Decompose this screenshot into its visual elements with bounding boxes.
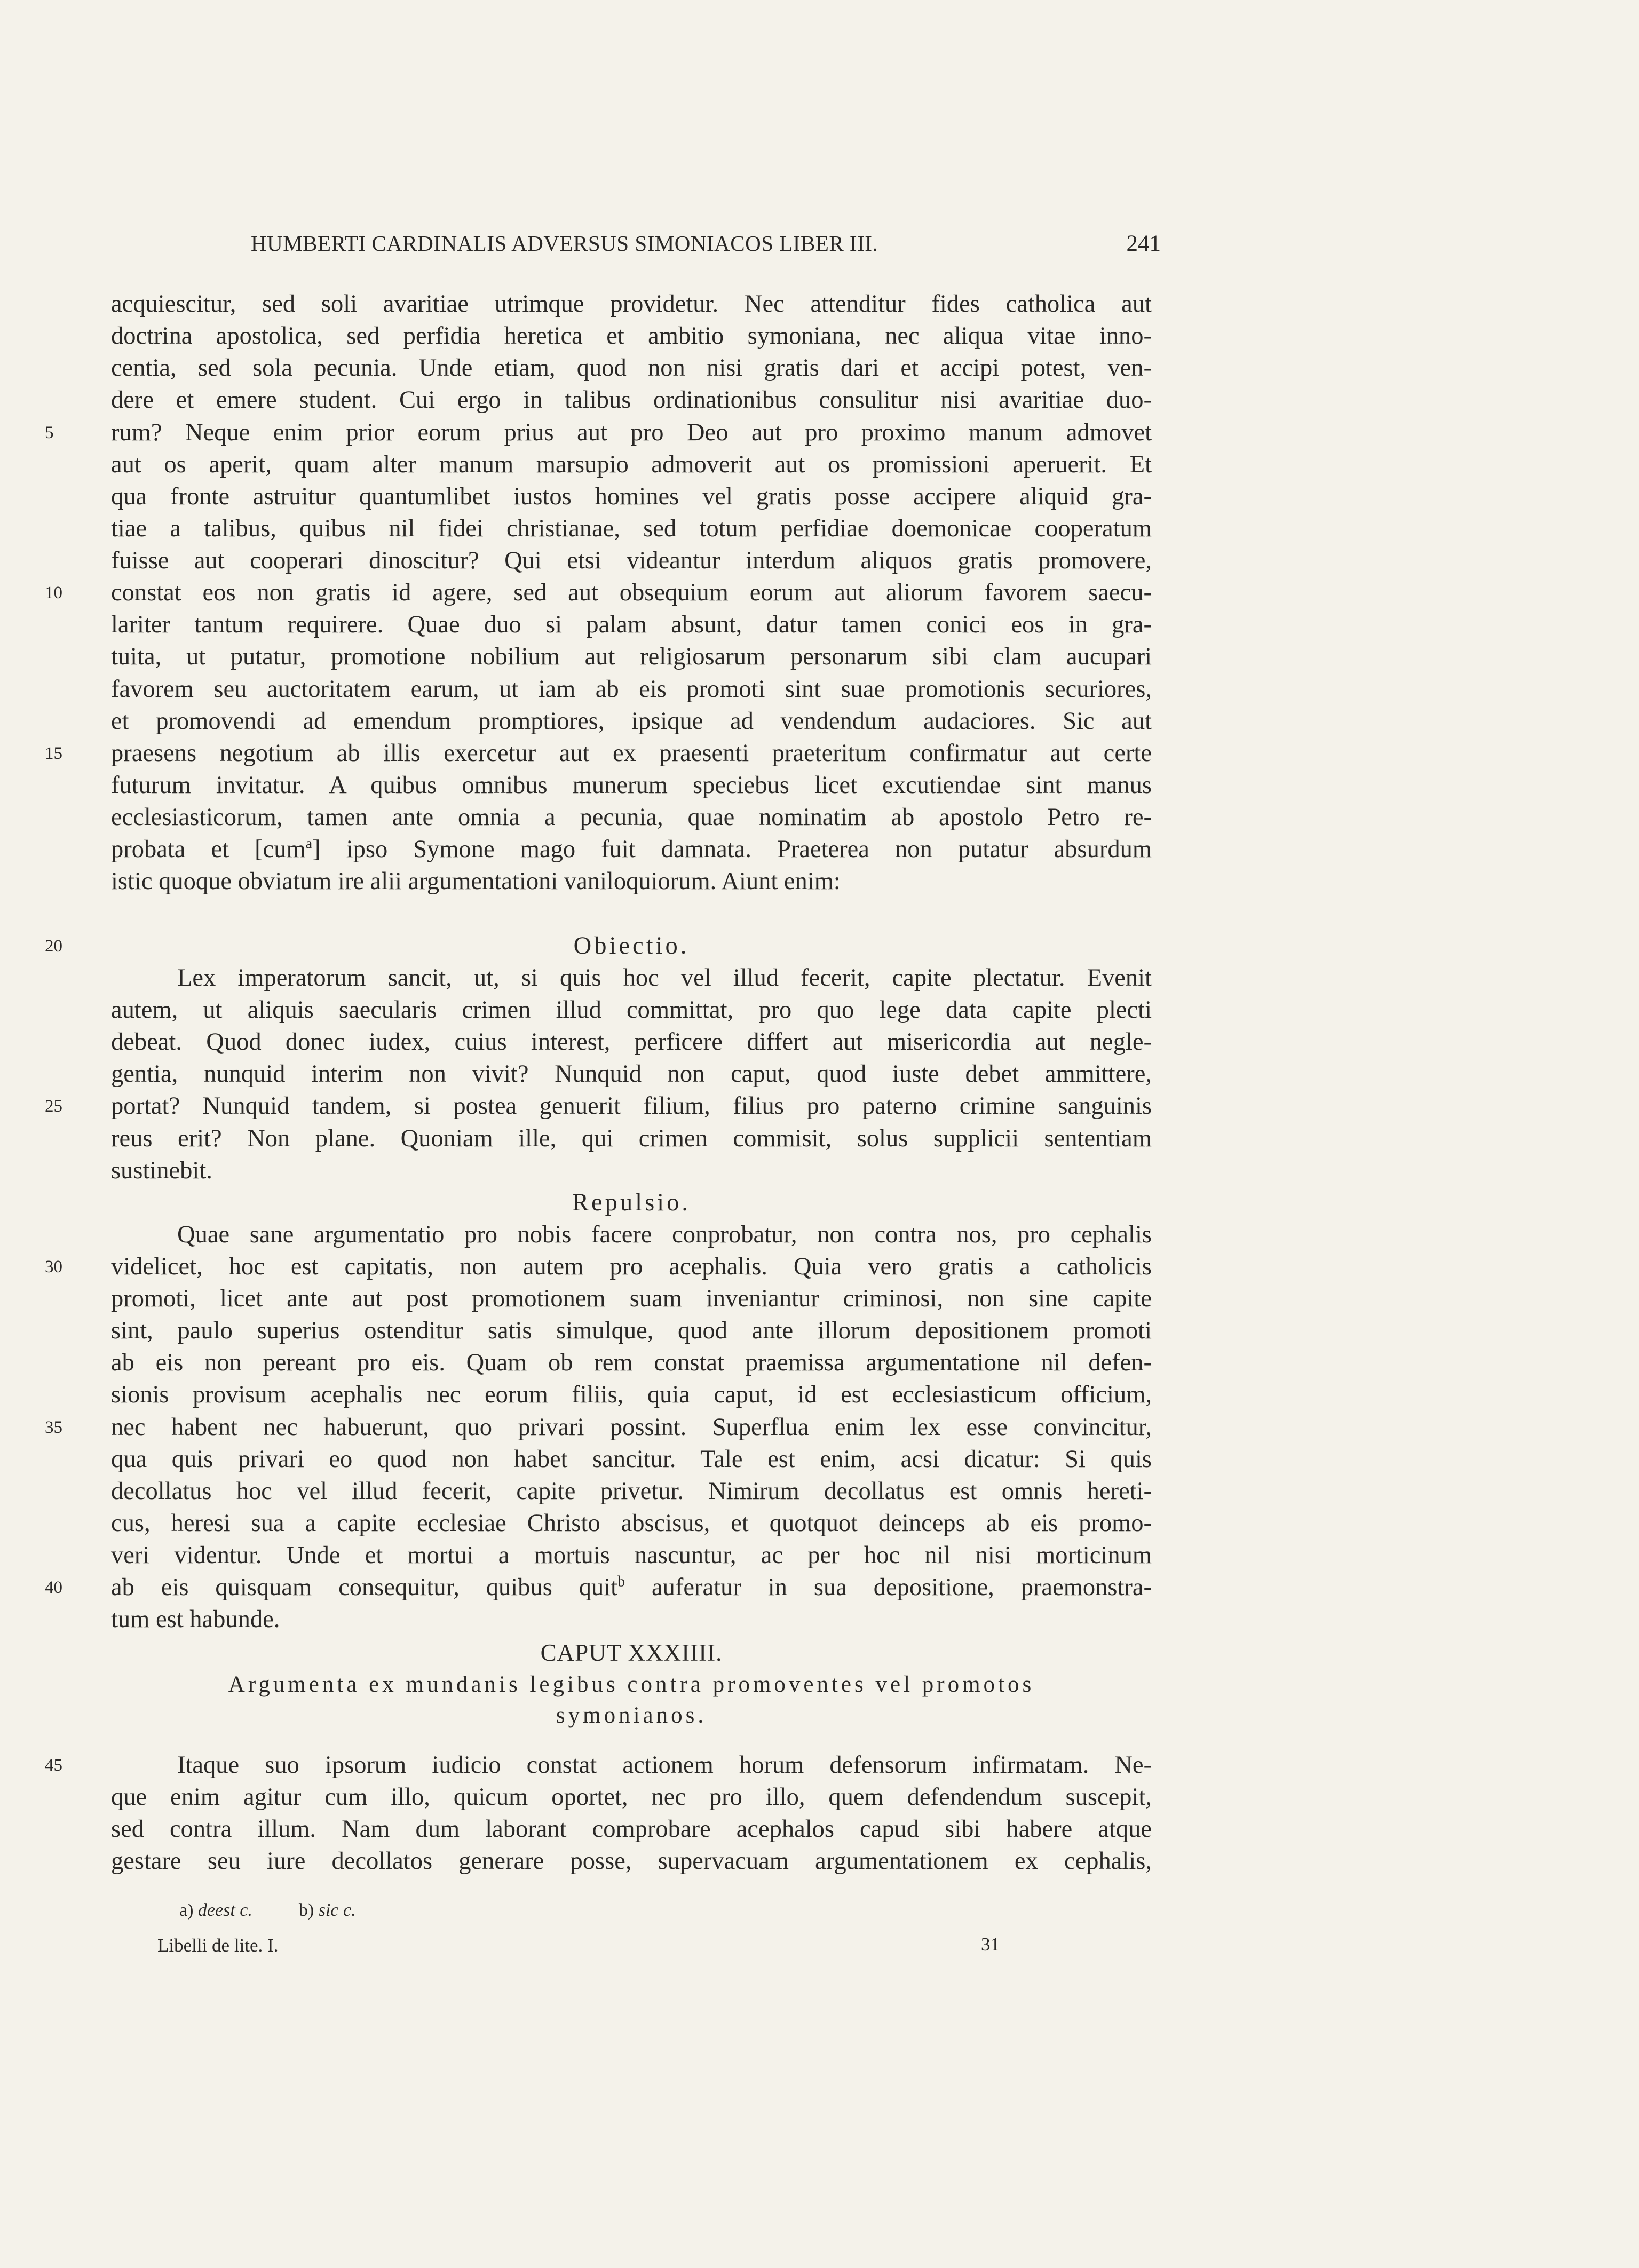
- line-number: 15: [45, 744, 62, 763]
- text-line: istic quoque obviatum ire alii argumentationi vaniloquiorum. Aiunt enim:: [111, 868, 841, 895]
- text-line: rum? Neque enim prior eorum prius aut pro Deo aut pro proximo manum admovet: [111, 419, 1152, 446]
- footer-signature: 31: [981, 1934, 1000, 1955]
- text-line: nec habent nec habuerunt, quo privari possint. Superflua enim lex esse convincitur,: [111, 1414, 1152, 1441]
- text-line: decollatus hoc vel illud fecerit, capite privetur. Nimirum decollatus est omnis hereti-: [111, 1478, 1152, 1505]
- text-line: Lex imperatorum sancit, ut, si quis hoc vel illud fecerit, capite plectatur. Evenit: [177, 964, 1152, 992]
- text-segment: probata et [cum: [111, 836, 306, 863]
- section-heading-repulsio: Repulsio.: [572, 1189, 691, 1216]
- line-number: 40: [45, 1578, 62, 1597]
- line-number: 35: [45, 1418, 62, 1437]
- text-line: gentia, nunquid interim non vivit? Nunquid non caput, quod iuste debet ammittere,: [111, 1060, 1152, 1088]
- line-number: 30: [45, 1257, 62, 1276]
- text-line: fuisse aut cooperari dinoscitur? Qui etsi videantur interdum aliquos gratis promovere,: [111, 547, 1152, 574]
- text-line: dere et emere student. Cui ergo in talibus ordinationibus consulitur nisi avaritiae duo-: [111, 386, 1152, 414]
- line-number: 45: [45, 1756, 62, 1775]
- text-line: sionis provisum acephalis nec eorum filiis, quia caput, id est ecclesiasticum officium,: [111, 1381, 1152, 1408]
- footnote-a-text: deest c.: [197, 1900, 252, 1920]
- text-line: constat eos non gratis id agere, sed aut obsequium eorum aut aliorum favorem saecu-: [111, 579, 1152, 606]
- footnote-marker: b: [617, 1573, 625, 1590]
- text-segment: ab eis quisquam consequitur, quibus quit: [111, 1574, 618, 1601]
- text-line: sustinebit.: [111, 1157, 212, 1184]
- section-heading-objectio: Obiectio.: [573, 932, 690, 959]
- text-segment: auferatur in sua depositione, praemonstra-: [625, 1574, 1152, 1601]
- text-line: favorem seu auctoritatem earum, ut iam ab eis promoti sint suae promotionis securiores,: [111, 676, 1152, 703]
- footnote-b-marker: b): [298, 1900, 314, 1920]
- text-line: gestare seu iure decollatos generare posse, supervacuam argumentationem ex cephalis,: [111, 1847, 1152, 1875]
- text-line: praesens negotium ab illis exercetur aut ex praesenti praeteritum confirmatur aut certe: [111, 740, 1152, 767]
- running-head: HUMBERTI CARDINALIS ADVERSUS SIMONIACOS LIBER III.: [251, 231, 878, 256]
- text-line: Itaque suo ipsorum iudicio constat actionem horum defensorum infirmatam. Ne-: [177, 1751, 1152, 1779]
- text-line: qua fronte astruitur quantumlibet iustos homines vel gratis posse accipere aliquid gra-: [111, 483, 1152, 510]
- text-line: sint, paulo superius ostenditur satis simulque, quod ante illorum depositionem promoti: [111, 1317, 1152, 1344]
- chapter-subtitle: symonianos.: [556, 1703, 707, 1728]
- text-line: reus erit? Non plane. Quoniam ille, qui crimen commisit, solus supplicii sententiam: [111, 1125, 1152, 1152]
- text-line: que enim agitur cum illo, quicum oportet, nec pro illo, quem defendendum suscepit,: [111, 1783, 1152, 1811]
- page-number: 241: [1126, 231, 1161, 256]
- text-line: lariter tantum requirere. Quae duo si palam absunt, datur tamen conici eos in gra-: [111, 611, 1152, 638]
- text-line: cus, heresi sua a capite ecclesiae Christo abscisus, et quotquot deinceps ab eis promo-: [111, 1510, 1152, 1537]
- chapter-subtitle: Argumenta ex mundanis legibus contra promoventes vel promotos: [228, 1672, 1035, 1697]
- line-number: 10: [45, 583, 62, 602]
- footnote-marker: a: [305, 835, 313, 852]
- text-line: doctrina apostolica, sed perfidia heretica et ambitio symoniana, nec aliqua vitae inno-: [111, 322, 1152, 350]
- text-line: sed contra illum. Nam dum laborant comprobare acephalos capud sibi habere atque: [111, 1815, 1152, 1843]
- text-line: aut os aperit, quam alter manum marsupio admoverit aut os promissioni aperuerit. Et: [111, 451, 1152, 478]
- text-segment: ] ipso Symone mago fuit damnata. Praeterea non putatur absurdum: [312, 836, 1152, 863]
- text-line: ecclesiasticorum, tamen ante omnia a pecunia, quae nominatim ab apostolo Petro re-: [111, 804, 1152, 831]
- line-number: 5: [45, 423, 54, 442]
- chapter-heading: CAPUT XXXIIII.: [540, 1639, 723, 1666]
- text-line: Quae sane argumentatio pro nobis facere conprobatur, non contra nos, pro cephalis: [177, 1221, 1152, 1248]
- text-line: ab eis non pereant pro eis. Quam ob rem constat praemissa argumentatione nil defen-: [111, 1349, 1152, 1376]
- footnotes: [179, 1900, 356, 1921]
- page-header: [251, 231, 1161, 263]
- text-line: centia, sed sola pecunia. Unde etiam, quod non nisi gratis dari et accipi potest, ven-: [111, 354, 1152, 382]
- text-line: portat? Nunquid tandem, si postea genuerit filium, filius pro paterno crimine sanguinis: [111, 1092, 1152, 1120]
- text-line: tiae a talibus, quibus nil fidei christianae, sed totum perfidiae doemonicae cooperatum: [111, 515, 1152, 542]
- line-number: 20: [45, 937, 62, 956]
- text-line: et promovendi ad emendum promptiores, ipsique ad vendendum audaciores. Sic aut: [111, 708, 1152, 735]
- footnote-a-marker: a): [179, 1900, 194, 1920]
- text-line: autem, ut aliquis saecularis crimen illud committat, pro quo lege data capite plecti: [111, 996, 1152, 1024]
- text-line: tuita, ut putatur, promotione nobilium aut religiosarum personarum sibi clam aucupari: [111, 643, 1152, 670]
- text-line: [111, 1572, 1152, 1604]
- text-line: [111, 834, 1152, 866]
- text-line: tum est habunde.: [111, 1606, 280, 1633]
- text-line: futurum invitatur. A quibus omnibus munerum speciebus licet excutiendae sint manus: [111, 772, 1152, 799]
- footnote-b-text: sic c.: [318, 1900, 356, 1920]
- line-number: 25: [45, 1097, 62, 1116]
- text-line: promoti, licet ante aut post promotionem suam inveniantur criminosi, non sine capite: [111, 1285, 1152, 1312]
- footer-imprint: Libelli de lite. I.: [157, 1935, 279, 1956]
- text-line: debeat. Quod donec iudex, cuius interest, perficere differt aut misericordia aut negle-: [111, 1028, 1152, 1056]
- text-line: acquiescitur, sed soli avaritiae utrimque providetur. Nec attenditur fides catholica aut: [111, 290, 1152, 318]
- text-line: veri videntur. Unde et mortui a mortuis nascuntur, ac per hoc nil nisi morticinum: [111, 1542, 1152, 1569]
- text-line: qua quis privari eo quod non habet sancitur. Tale est enim, acsi dicatur: Si quis: [111, 1446, 1152, 1473]
- text-line: videlicet, hoc est capitatis, non autem pro acephalis. Quia vero gratis a catholicis: [111, 1253, 1152, 1280]
